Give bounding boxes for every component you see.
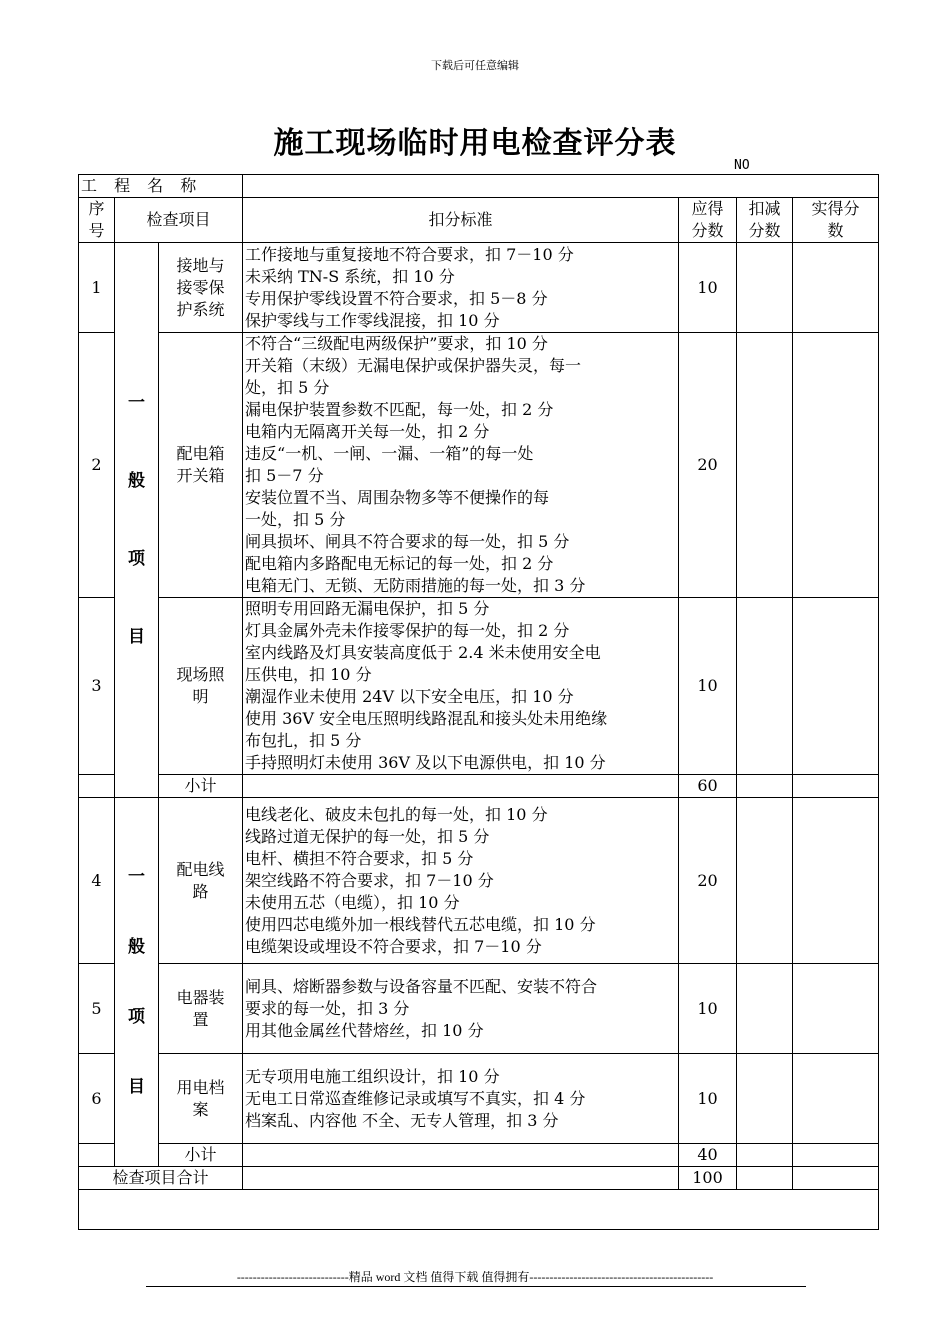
header-item: 检查项目 — [115, 198, 243, 243]
table-row — [79, 243, 879, 333]
row-deduct-score[interactable] — [737, 964, 793, 1054]
row-criteria: 工作接地与重复接地不符合要求，扣 7－10 分 未采纳 TN-S 系统，扣 10 分 专用保护零线设置不符合要求，扣 5－8 分 保护零线与工作零线混接，扣 10 分 — [243, 243, 679, 333]
total-deduct[interactable] — [737, 1167, 793, 1190]
row-seq: 6 — [79, 1054, 115, 1144]
row-actual-score[interactable] — [793, 1054, 879, 1144]
group-label: 一 般 项 目 — [115, 243, 159, 798]
row-item: 现场照 明 — [159, 598, 243, 775]
row-item: 配电线 路 — [159, 798, 243, 964]
inspection-score-table — [78, 174, 879, 1230]
total-actual[interactable] — [793, 1167, 879, 1190]
row-actual-score[interactable] — [793, 798, 879, 964]
project-name-value[interactable] — [243, 175, 879, 198]
table-row — [79, 964, 879, 1054]
row-seq: 3 — [79, 598, 115, 775]
row-deduct-score[interactable] — [737, 1054, 793, 1144]
row-criteria: 不符合“三级配电两级保护”要求，扣 10 分 开关箱（末级）无漏电保护或保护器失灵，每一 处，扣 5 分 漏电保护装置参数不匹配，每一处，扣 2 分 电箱内无隔离开关每一处，扣 2 分 违反“一机、一闸、一漏、一箱”的每一处 扣 5－7 分 安装位置不当、周围杂物多等不便操作的每 一处，扣 5 分 闸具损坏、闸具不符合要求的每一处，扣 5 分 配电箱内多路配电无标记的每一处，扣 2 分 电箱无门、无锁、无防雨措施的每一处，扣 3 分 — [243, 333, 679, 598]
table-row — [79, 333, 879, 598]
notes-row — [79, 1190, 879, 1230]
total-score: 100 — [679, 1167, 737, 1190]
row-seq: 4 — [79, 798, 115, 964]
row-due-score: 10 — [679, 964, 737, 1054]
row-criteria: 电线老化、破皮未包扎的每一处，扣 10 分 线路过道无保护的每一处，扣 5 分 电杆、横担不符合要求，扣 5 分 架空线路不符合要求，扣 7－10 分 未使用五芯（电缆），扣 10 分 使用四芯电缆外加一根线替代五芯电缆，扣 10 分 电缆架设或埋设不符合要求，扣 7－10 分 — [243, 798, 679, 964]
row-item: 电器装 置 — [159, 964, 243, 1054]
number-label: NO — [734, 158, 750, 173]
top-note: 下载后可任意编辑 — [431, 60, 519, 72]
row-criteria: 闸具、熔断器参数与设备容量不匹配、安装不符合 要求的每一处，扣 3 分 用其他金属丝代替熔丝，扣 10 分 — [243, 964, 679, 1054]
footer-text: ----------------------------精品 word 文档 值得下载 值得拥有---------------------------------------------- — [236, 1270, 714, 1284]
row-due-score: 10 — [679, 598, 737, 775]
subtotal-label: 小计 — [159, 1144, 243, 1167]
project-name-label: 工 程 名 称 — [79, 175, 243, 198]
row-actual-score[interactable] — [793, 598, 879, 775]
row-deduct-score[interactable] — [737, 798, 793, 964]
subtotal-score: 40 — [679, 1144, 737, 1167]
subtotal-score: 60 — [679, 775, 737, 798]
row-seq: 1 — [79, 243, 115, 333]
subtotal-deduct[interactable] — [737, 775, 793, 798]
row-item: 用电档 案 — [159, 1054, 243, 1144]
row-criteria: 照明专用回路无漏电保护，扣 5 分 灯具金属外壳未作接零保护的每一处，扣 2 分 室内线路及灯具安装高度低于 2.4 米未使用安全电 压供电，扣 10 分 潮湿作业未使用 24V 以下安全电压，扣 10 分 使用 36V 安全电压照明线路混乱和接头处未用绝缘 布包扎，扣 5 分 手持照明灯未使用 36V 及以下电源供电，扣 10 分 — [243, 598, 679, 775]
row-due-score: 10 — [679, 1054, 737, 1144]
row-seq: 5 — [79, 964, 115, 1054]
page-title: 施工现场临时用电检查评分表 — [273, 126, 677, 161]
table-row — [79, 1054, 879, 1144]
row-deduct-score[interactable] — [737, 243, 793, 333]
notes-cell[interactable] — [79, 1190, 879, 1230]
total-row — [79, 1167, 879, 1190]
group-label: 一 般 项 目 — [115, 798, 159, 1167]
row-actual-score[interactable] — [793, 964, 879, 1054]
table-row — [79, 798, 879, 964]
subtotal-actual[interactable] — [793, 1144, 879, 1167]
header-due-score: 应得 分数 — [679, 198, 737, 243]
row-item: 配电箱 开关箱 — [159, 333, 243, 598]
row-actual-score[interactable] — [793, 333, 879, 598]
row-criteria: 无专项用电施工组织设计，扣 10 分 无电工日常巡查维修记录或填写不真实，扣 4 分 档案乱、内容他 不全、无专人管理，扣 3 分 — [243, 1054, 679, 1144]
footer-divider — [146, 1286, 806, 1287]
row-due-score: 20 — [679, 798, 737, 964]
header-deduct-score: 扣减 分数 — [737, 198, 793, 243]
row-deduct-score[interactable] — [737, 333, 793, 598]
row-deduct-score[interactable] — [737, 598, 793, 775]
header-seq: 序 号 — [79, 198, 115, 243]
subtotal-actual[interactable] — [793, 775, 879, 798]
header-criteria: 扣分标准 — [243, 198, 679, 243]
subtotal-label: 小计 — [159, 775, 243, 798]
subtotal-row — [79, 775, 879, 798]
total-label: 检查项目合计 — [79, 1167, 243, 1190]
row-item: 接地与 接零保 护系统 — [159, 243, 243, 333]
row-due-score: 10 — [679, 243, 737, 333]
row-seq: 2 — [79, 333, 115, 598]
header-actual-score: 实得分 数 — [793, 198, 879, 243]
subtotal-row — [79, 1144, 879, 1167]
row-due-score: 20 — [679, 333, 737, 598]
row-actual-score[interactable] — [793, 243, 879, 333]
subtotal-deduct[interactable] — [737, 1144, 793, 1167]
table-row — [79, 598, 879, 775]
